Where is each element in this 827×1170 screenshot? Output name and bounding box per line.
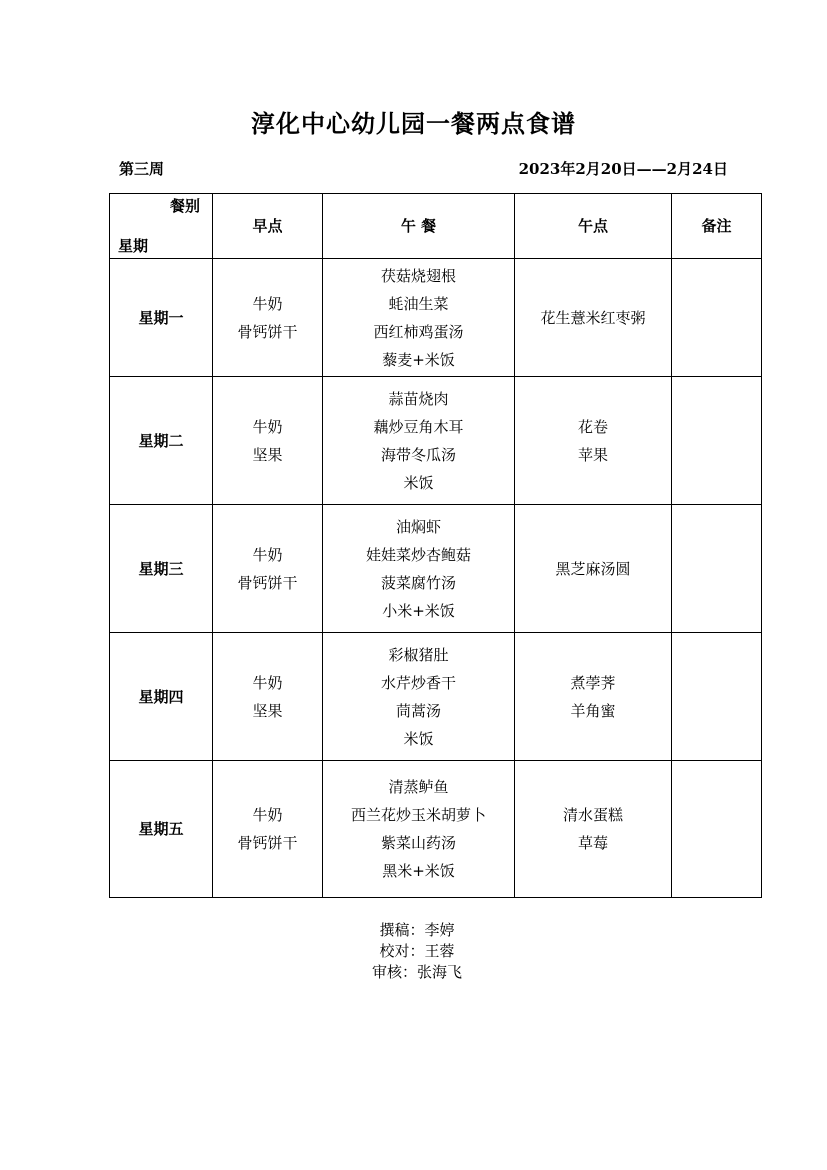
lunch-item: 藕炒豆角木耳 (373, 417, 464, 436)
snack-item: 煮荸荠 (570, 673, 616, 692)
menu-table (109, 193, 762, 898)
breakfast-item: 牛奶 (252, 417, 283, 436)
corner-meal-label: 餐别 (169, 197, 200, 215)
date-range: 2023年2月20日——2月24日 (518, 160, 728, 178)
reviewer-credit: 审核：张海飞 (371, 963, 462, 981)
breakfast-item: 坚果 (252, 445, 283, 464)
breakfast-cell (213, 259, 323, 377)
note-cell (672, 761, 762, 898)
snack-item: 羊角蜜 (570, 701, 616, 720)
breakfast-cell (213, 761, 323, 898)
snack-cell (515, 505, 672, 633)
breakfast-cell (213, 505, 323, 633)
snack-item: 花卷 (577, 417, 608, 436)
menu-body (110, 259, 762, 898)
lunch-item: 西兰花炒玉米胡萝卜 (350, 806, 486, 824)
header-lunch: 午 餐 (323, 194, 515, 259)
lunch-cell (323, 761, 515, 898)
snack-item: 草莓 (577, 834, 608, 852)
day-cell: 星期一 (110, 259, 213, 377)
table-row (110, 761, 762, 898)
breakfast-item: 牛奶 (252, 806, 283, 824)
table-row (110, 377, 762, 505)
header-snack: 午点 (515, 194, 672, 259)
breakfast-item: 骨钙饼干 (237, 322, 298, 341)
day-cell: 星期五 (110, 761, 213, 898)
lunch-item: 西红柿鸡蛋汤 (373, 322, 464, 341)
day-cell: 星期二 (110, 377, 213, 505)
lunch-item: 米饭 (403, 729, 434, 748)
breakfast-item: 牛奶 (252, 294, 283, 313)
snack-item: 黑芝麻汤圆 (555, 559, 631, 578)
corner-header-cell (110, 194, 213, 259)
corner-day-label: 星期 (118, 237, 149, 255)
note-cell (672, 259, 762, 377)
lunch-cell (323, 377, 515, 505)
breakfast-item: 牛奶 (252, 673, 283, 692)
snack-item: 花生薏米红枣粥 (540, 308, 646, 327)
day-cell: 星期四 (110, 633, 213, 761)
table-row (110, 505, 762, 633)
note-cell (672, 505, 762, 633)
lunch-cell (323, 505, 515, 633)
lunch-item: 藜麦+米饭 (382, 350, 455, 369)
breakfast-cell (213, 633, 323, 761)
lunch-item: 小米+米饭 (382, 601, 455, 620)
lunch-item: 茼蒿汤 (395, 701, 441, 720)
lunch-item: 茯菇烧翅根 (380, 266, 456, 285)
lunch-item: 蒜苗烧肉 (388, 389, 449, 408)
author-credit: 撰稿：李婷 (379, 921, 455, 939)
breakfast-item: 骨钙饼干 (237, 573, 298, 592)
footer-credits (0, 920, 827, 983)
snack-cell (515, 761, 672, 898)
lunch-item: 蚝油生菜 (388, 294, 449, 313)
note-cell (672, 633, 762, 761)
note-cell (672, 377, 762, 505)
breakfast-cell (213, 377, 323, 505)
lunch-item: 清蒸鲈鱼 (388, 778, 449, 796)
breakfast-item: 牛奶 (252, 545, 283, 564)
table-row (110, 259, 762, 377)
lunch-item: 娃娃菜炒杏鲍菇 (365, 545, 471, 564)
breakfast-item: 坚果 (252, 701, 283, 720)
lunch-item: 黑米+米饭 (382, 862, 455, 880)
lunch-cell (323, 259, 515, 377)
breakfast-item: 骨钙饼干 (237, 834, 298, 852)
lunch-item: 紫菜山药汤 (380, 834, 456, 852)
lunch-item: 水芹炒香干 (380, 673, 456, 692)
lunch-item: 菠菜腐竹汤 (380, 573, 456, 592)
snack-cell (515, 633, 672, 761)
table-row (110, 633, 762, 761)
proofreader-credit: 校对：王蓉 (379, 942, 455, 960)
header-breakfast: 早点 (213, 194, 323, 259)
lunch-item: 米饭 (403, 473, 434, 492)
week-label: 第三周 (119, 160, 165, 178)
lunch-item: 彩椒猪肚 (388, 645, 449, 664)
snack-item: 苹果 (577, 445, 608, 464)
page-title: 淳化中心幼儿园一餐两点食谱 (251, 109, 576, 138)
snack-item: 清水蛋糕 (562, 806, 623, 824)
header-note: 备注 (672, 194, 762, 259)
lunch-item: 海带冬瓜汤 (380, 445, 456, 464)
lunch-cell (323, 633, 515, 761)
header-row (110, 194, 762, 259)
lunch-item: 油焖虾 (395, 517, 441, 536)
day-cell: 星期三 (110, 505, 213, 633)
snack-cell (515, 259, 672, 377)
snack-cell (515, 377, 672, 505)
